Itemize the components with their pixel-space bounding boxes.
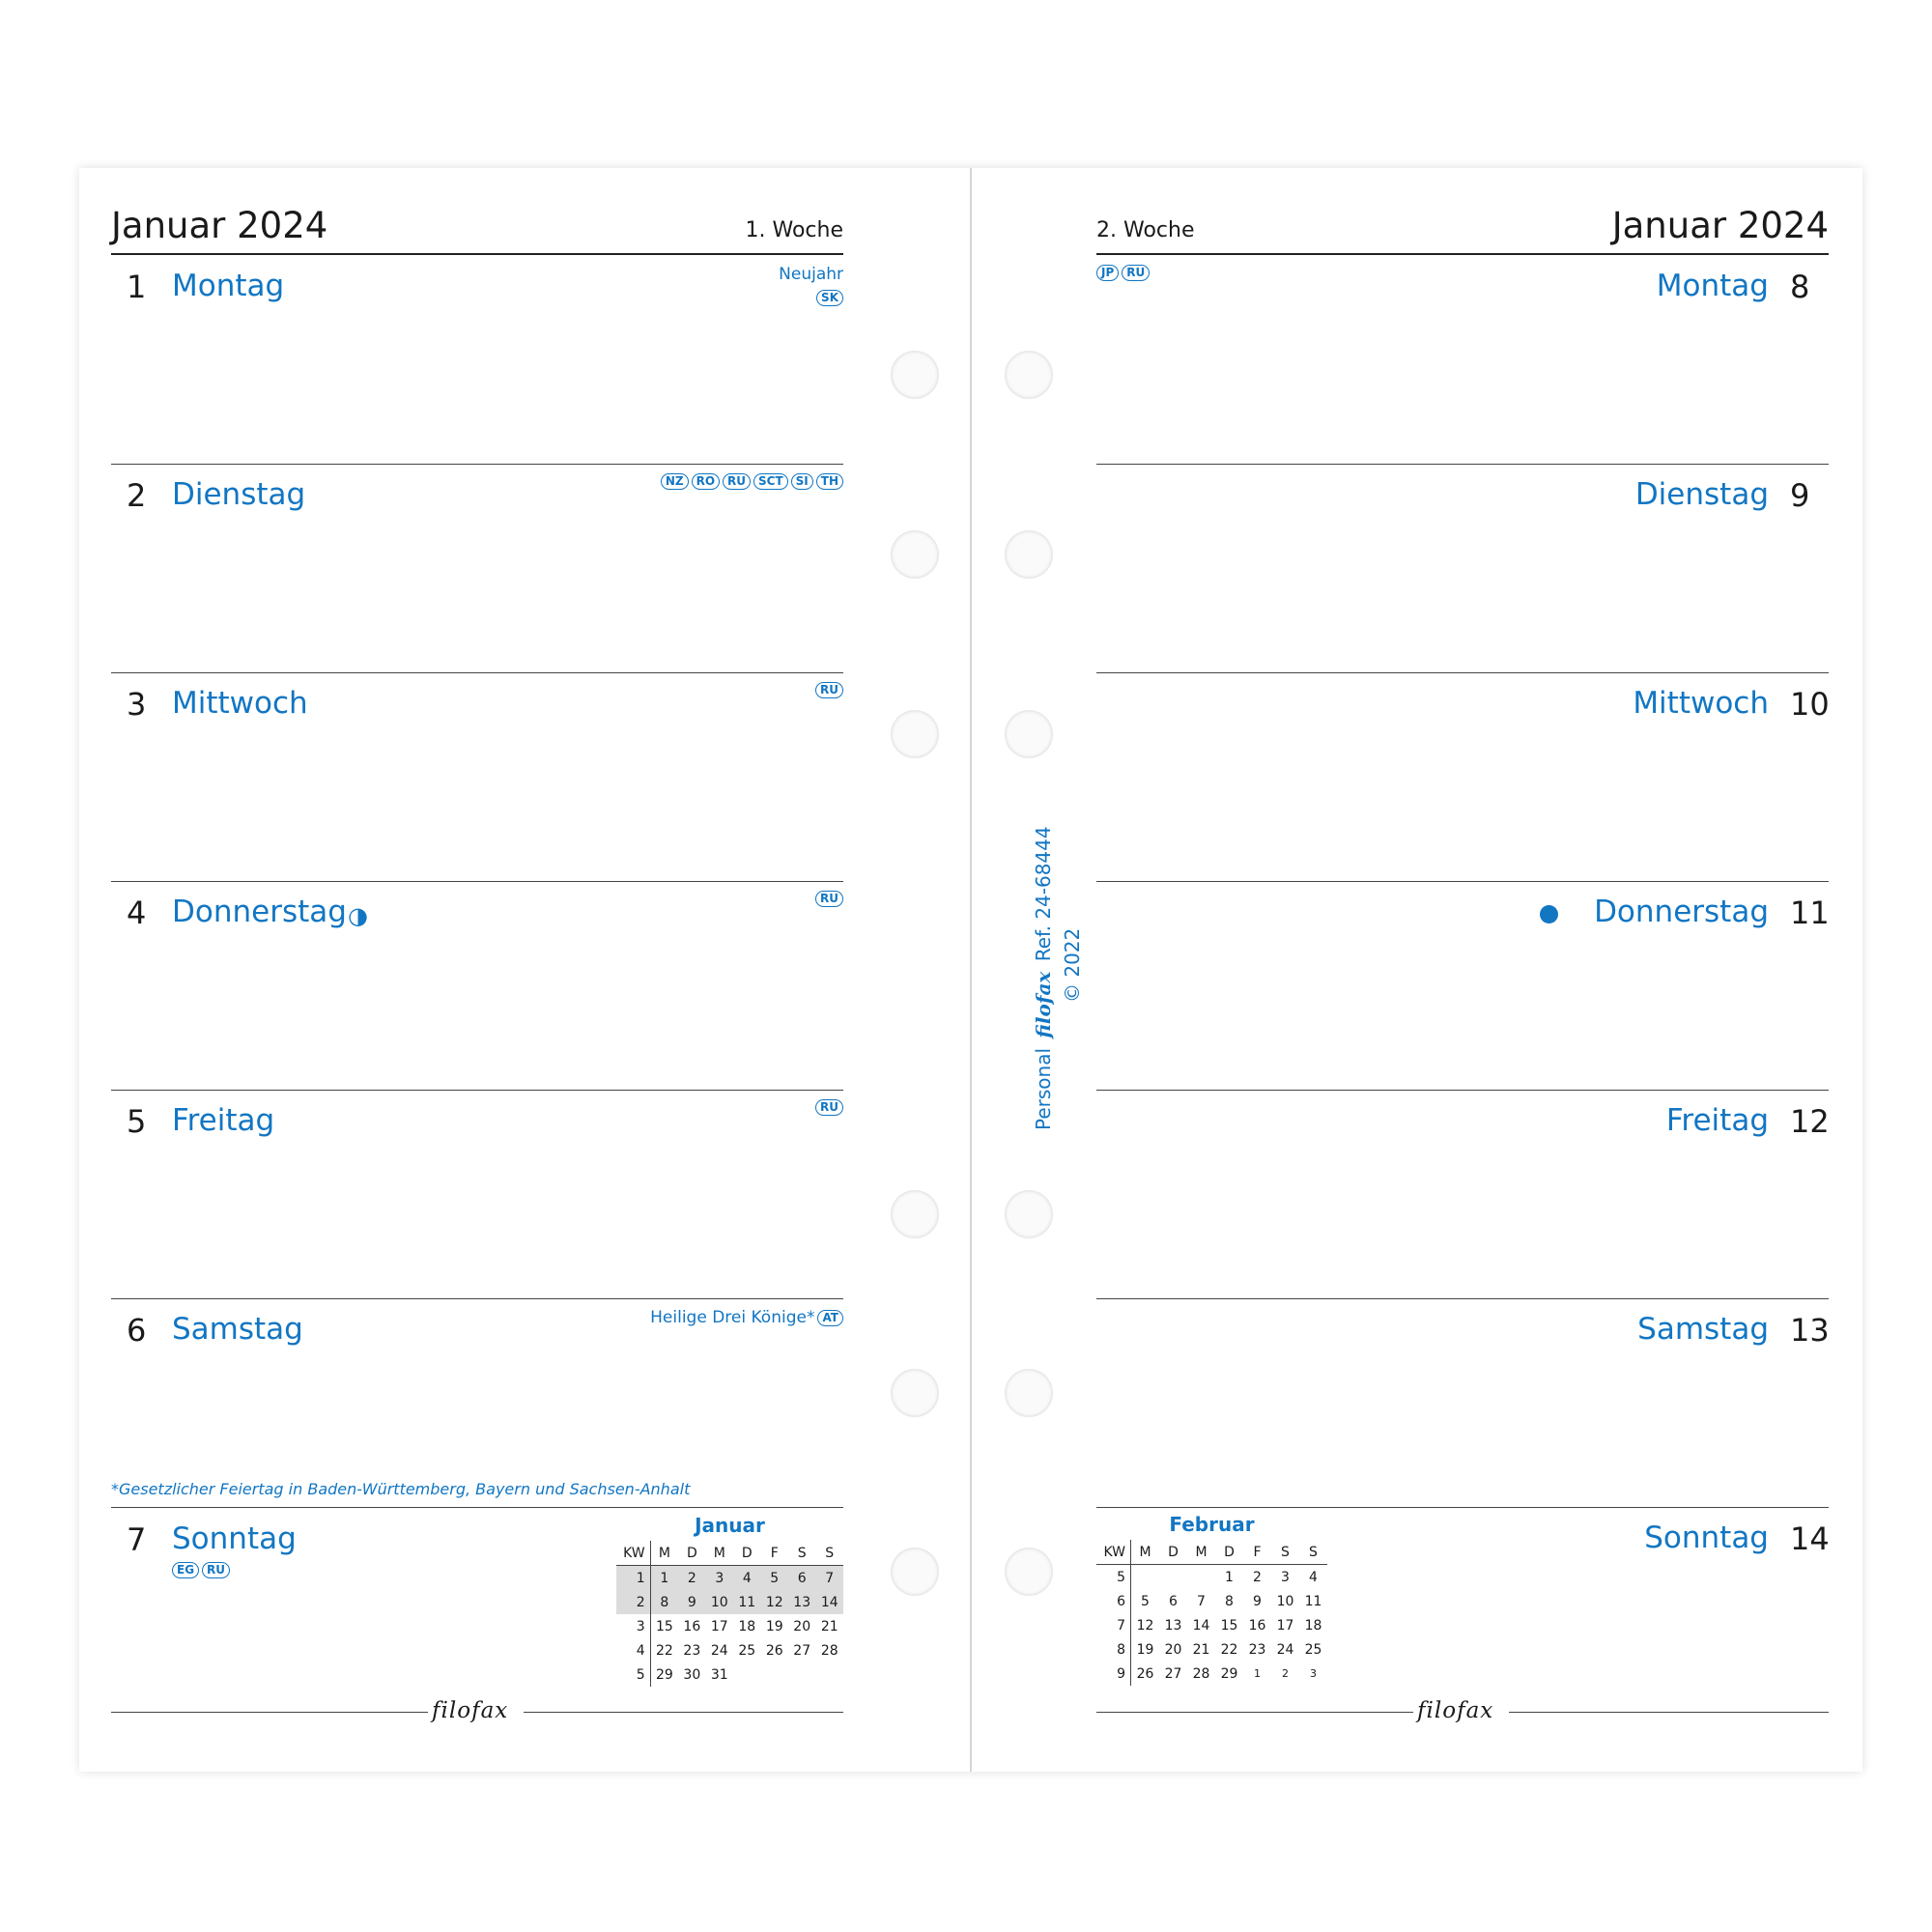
date-cell: 15 — [1220, 1617, 1238, 1634]
date-cell: 1 — [1225, 1569, 1234, 1585]
date-cell: 26 — [765, 1642, 783, 1659]
date-cell: 29 — [655, 1666, 673, 1683]
date-cell: 11 — [733, 1590, 760, 1614]
day-number: 7 — [127, 1521, 147, 1558]
date-cell: 25 — [1304, 1641, 1322, 1658]
country-tag: RU — [202, 1562, 230, 1578]
country-tag: TH — [816, 473, 843, 490]
day-name: Dienstag — [1634, 477, 1769, 512]
day-entry[interactable] — [111, 672, 843, 882]
date-cell: 16 — [1248, 1617, 1266, 1634]
country-tag: RU — [815, 891, 843, 907]
day-name: Sonntag — [1644, 1520, 1769, 1555]
day-name: Freitag — [172, 1103, 275, 1138]
date-cell: 19 — [1136, 1641, 1154, 1658]
punch-hole — [891, 530, 939, 579]
date-cell: 6 — [788, 1566, 815, 1591]
country-tag: AT — [817, 1310, 843, 1326]
weekday-header: M — [650, 1541, 678, 1566]
date-cell: 22 — [655, 1642, 673, 1659]
date-cell: 5 — [1141, 1593, 1150, 1609]
date-cell: 16 — [683, 1618, 701, 1634]
date-cell: 25 — [738, 1642, 756, 1659]
date-cell: 28 — [1192, 1665, 1210, 1682]
country-tags — [1096, 265, 1150, 281]
day-name: Donnerstag — [1594, 895, 1769, 929]
date-cell: 17 — [710, 1618, 728, 1634]
date-cell: 1 — [650, 1566, 678, 1591]
date-cell: 13 — [1164, 1617, 1182, 1634]
kw-header: KW — [1096, 1540, 1131, 1565]
date-cell: 11 — [1304, 1593, 1322, 1609]
date-cell: 23 — [1248, 1641, 1266, 1658]
kw-cell: 2 — [616, 1590, 650, 1614]
date-cell: 18 — [1304, 1617, 1322, 1634]
country-tag: JP — [1096, 265, 1119, 281]
weekday-header: D — [733, 1541, 760, 1566]
day-number: 10 — [1790, 686, 1830, 723]
date-cell — [1159, 1565, 1187, 1590]
country-tag: RU — [1122, 265, 1150, 281]
week-row — [1096, 1565, 1327, 1590]
day-name: Donnerstag — [172, 895, 347, 929]
kw-cell: 6 — [1096, 1589, 1131, 1613]
day-name: Sonntag — [172, 1521, 297, 1556]
date-cell: 5 — [761, 1566, 788, 1591]
country-tag: RU — [815, 1099, 843, 1116]
date-cell: 23 — [683, 1642, 701, 1659]
country-tag: RO — [692, 473, 720, 490]
punch-hole — [891, 351, 939, 399]
date-cell: 9 — [1253, 1593, 1262, 1609]
spine-brand: filofax — [1032, 971, 1055, 1038]
day-name: Dienstag — [172, 477, 306, 512]
day-number: 6 — [127, 1312, 147, 1349]
kw-cell: 8 — [1096, 1637, 1131, 1662]
day-name: Freitag — [1665, 1103, 1769, 1138]
weekday-header: M — [1187, 1540, 1215, 1565]
date-cell: 14 — [1192, 1617, 1210, 1634]
date-cell: 2 — [1253, 1569, 1262, 1585]
day-entry[interactable] — [1096, 1507, 1829, 1700]
day-name: Samstag — [172, 1312, 303, 1347]
day-number: 2 — [127, 477, 147, 514]
date-cell: 31 — [710, 1666, 728, 1683]
week-row — [1096, 1637, 1327, 1662]
date-cell: 6 — [1169, 1593, 1178, 1609]
day-entry[interactable] — [111, 255, 843, 465]
day-number: 1 — [127, 269, 147, 305]
right-page — [1096, 168, 1829, 1772]
week-label: 1. Woche — [745, 218, 843, 242]
mini-calendar — [616, 1514, 843, 1687]
day-entry[interactable] — [111, 1507, 843, 1701]
date-cell: 14 — [815, 1590, 843, 1614]
holiday-label: Neujahr — [779, 265, 843, 284]
date-cell — [1187, 1565, 1215, 1590]
punch-hole — [891, 1548, 939, 1596]
day-entry[interactable] — [1096, 881, 1829, 1091]
date-cell: 28 — [820, 1642, 838, 1659]
month-title: Januar 2024 — [111, 205, 328, 246]
day-entry[interactable] — [111, 1090, 843, 1299]
date-cell: 24 — [710, 1642, 728, 1659]
date-cell: 22 — [1220, 1641, 1238, 1658]
footer-rule — [1096, 1712, 1413, 1713]
spine-copyright: © 2022 — [1061, 927, 1084, 1003]
date-cell: 26 — [1136, 1665, 1154, 1682]
weekday-header: F — [761, 1541, 788, 1566]
spine-size: Personal — [1032, 1047, 1055, 1130]
weekday-header: M — [1131, 1540, 1160, 1565]
kw-cell: 3 — [616, 1614, 650, 1638]
kw-cell: 5 — [1096, 1565, 1131, 1590]
filofax-logo: filofax — [432, 1698, 509, 1723]
date-cell — [733, 1662, 760, 1687]
holiday-label: Heilige Drei Könige* — [650, 1308, 815, 1327]
footer-rule — [524, 1712, 843, 1713]
punch-hole — [1005, 1548, 1053, 1596]
week-label: 2. Woche — [1096, 218, 1195, 242]
day-number: 3 — [127, 686, 147, 723]
week-row — [1096, 1589, 1327, 1613]
mini-calendar-grid — [1096, 1540, 1327, 1686]
country-tag: SCT — [753, 473, 788, 490]
day-name: Mittwoch — [1633, 686, 1769, 721]
weekday-header: D — [1159, 1540, 1187, 1565]
date-cell: 21 — [820, 1618, 838, 1634]
day-name: Montag — [172, 269, 285, 303]
day-entry[interactable] — [1096, 1298, 1829, 1508]
kw-cell: 7 — [1096, 1613, 1131, 1637]
day-number: 9 — [1790, 477, 1810, 514]
date-cell: 2 — [1282, 1667, 1289, 1680]
date-cell: 27 — [793, 1642, 811, 1659]
week-row — [1096, 1613, 1327, 1637]
date-cell: 19 — [765, 1618, 783, 1634]
day-number: 4 — [127, 895, 147, 931]
date-cell: 4 — [733, 1566, 760, 1591]
day-entry[interactable] — [111, 881, 843, 1091]
day-entry[interactable] — [1096, 672, 1829, 882]
date-cell: 10 — [706, 1590, 733, 1614]
spine-ref: Ref. 24-68444 — [1032, 826, 1055, 962]
country-tag: SK — [816, 290, 843, 306]
date-cell: 1 — [1254, 1667, 1261, 1680]
weekday-header: F — [1243, 1540, 1271, 1565]
weekday-header: D — [1215, 1540, 1243, 1565]
punch-hole — [891, 1369, 939, 1417]
punch-hole — [1005, 1369, 1053, 1417]
country-tags — [815, 1099, 843, 1116]
mini-calendar-grid — [616, 1541, 843, 1687]
country-tags — [815, 891, 843, 907]
date-cell: 18 — [738, 1618, 756, 1634]
country-tag: SI — [791, 473, 813, 490]
country-tag: NZ — [661, 473, 689, 490]
country-tags — [661, 473, 843, 490]
day-entry[interactable] — [1096, 1090, 1829, 1299]
date-cell: 13 — [788, 1590, 815, 1614]
holiday-with-tags — [650, 1308, 843, 1327]
week-row — [616, 1662, 843, 1687]
date-cell: 17 — [1276, 1617, 1294, 1634]
weekday-header: S — [815, 1541, 843, 1566]
country-tag: RU — [723, 473, 751, 490]
date-cell: 15 — [655, 1618, 673, 1634]
punch-hole — [891, 710, 939, 758]
country-tags — [172, 1562, 230, 1578]
date-cell: 3 — [1310, 1667, 1317, 1680]
date-cell — [815, 1662, 843, 1687]
center-fold — [970, 168, 972, 1772]
weekday-header: S — [788, 1541, 815, 1566]
kw-cell: 4 — [616, 1638, 650, 1662]
date-cell: 27 — [1164, 1665, 1182, 1682]
week-row — [1096, 1662, 1327, 1686]
footer-rule — [111, 1712, 428, 1713]
day-number: 14 — [1790, 1520, 1830, 1557]
date-cell: 7 — [1197, 1593, 1206, 1609]
weekday-header: M — [706, 1541, 733, 1566]
day-entry[interactable] — [111, 1298, 843, 1508]
day-number: 13 — [1790, 1312, 1830, 1349]
country-tag: RU — [815, 682, 843, 698]
day-number: 11 — [1790, 895, 1830, 931]
date-cell: 3 — [706, 1566, 733, 1591]
date-cell — [761, 1662, 788, 1687]
date-cell: 7 — [815, 1566, 843, 1591]
weekday-header: D — [678, 1541, 705, 1566]
week-row — [616, 1566, 843, 1591]
filofax-logo: filofax — [1417, 1698, 1494, 1723]
day-name: Mittwoch — [172, 686, 308, 721]
moon-phase-icon: ◑ — [348, 902, 368, 929]
date-cell: 8 — [1225, 1593, 1234, 1609]
day-entry[interactable] — [111, 464, 843, 673]
weekday-header: S — [1271, 1540, 1299, 1565]
punch-hole — [891, 1190, 939, 1238]
kw-cell: 5 — [616, 1662, 650, 1687]
day-name: Montag — [1656, 269, 1769, 303]
date-cell — [1131, 1565, 1160, 1590]
day-number: 8 — [1790, 269, 1810, 305]
date-cell: 8 — [650, 1590, 678, 1614]
mini-calendar-title: Februar — [1169, 1513, 1255, 1536]
weekday-header: S — [1299, 1540, 1327, 1565]
day-entry[interactable] — [1096, 464, 1829, 673]
mini-calendar — [1096, 1513, 1327, 1686]
spine-imprint — [1032, 826, 1084, 1130]
week-row — [616, 1638, 843, 1662]
punch-hole — [1005, 530, 1053, 579]
new-moon-icon — [1540, 905, 1558, 923]
date-cell: 20 — [1164, 1641, 1182, 1658]
kw-header: KW — [616, 1541, 650, 1566]
date-cell — [788, 1662, 815, 1687]
punch-hole — [1005, 351, 1053, 399]
country-tags — [816, 290, 843, 306]
day-entry[interactable] — [1096, 255, 1829, 465]
week-row — [616, 1590, 843, 1614]
date-cell: 12 — [1136, 1617, 1154, 1634]
week-row — [616, 1614, 843, 1638]
country-tags — [815, 682, 843, 698]
punch-hole — [1005, 1190, 1053, 1238]
country-tag: EG — [172, 1562, 199, 1578]
footer-rule — [1509, 1712, 1829, 1713]
date-cell: 20 — [793, 1618, 811, 1634]
month-title: Januar 2024 — [1611, 205, 1829, 246]
kw-cell: 1 — [616, 1566, 650, 1591]
day-name: Samstag — [1637, 1312, 1769, 1347]
kw-cell: 9 — [1096, 1662, 1131, 1686]
date-cell: 9 — [678, 1590, 705, 1614]
day-number: 5 — [127, 1103, 147, 1140]
date-cell: 29 — [1220, 1665, 1238, 1682]
left-page — [111, 168, 843, 1772]
footnote: *Gesetzlicher Feiertag in Baden-Württemberg, Bayern und Sachsen-Anhalt — [111, 1480, 691, 1498]
date-cell: 4 — [1309, 1569, 1318, 1585]
punch-hole — [1005, 710, 1053, 758]
date-cell: 30 — [683, 1666, 701, 1683]
date-cell: 21 — [1192, 1641, 1210, 1658]
date-cell: 2 — [678, 1566, 705, 1591]
date-cell: 10 — [1276, 1593, 1294, 1609]
date-cell: 3 — [1281, 1569, 1290, 1585]
day-number: 12 — [1790, 1103, 1830, 1140]
date-cell: 24 — [1276, 1641, 1294, 1658]
date-cell: 12 — [761, 1590, 788, 1614]
mini-calendar-title: Januar — [695, 1514, 765, 1537]
